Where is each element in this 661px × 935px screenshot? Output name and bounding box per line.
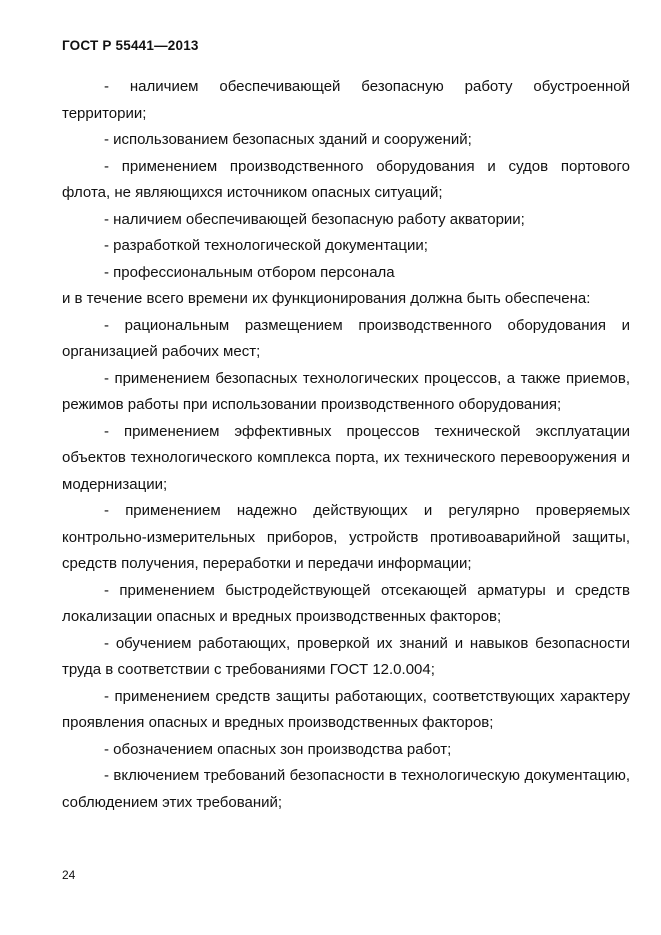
paragraph-buildings: - использованием безопасных зданий и сооружений; (104, 131, 472, 148)
paragraph-water-area: - наличием обеспечивающей безопасную работу акватории; (104, 210, 525, 228)
paragraph-territory: - наличием обеспечивающей безопасную работу обустроенной территории; (62, 78, 630, 122)
document-body (62, 74, 630, 816)
page-number: 24 (62, 868, 76, 882)
document-header: ГОСТ Р 55441—2013 (62, 38, 199, 53)
paragraph-requirements: - включением требований безопасности в технологическую документацию, соблюдением этих требований; (62, 767, 630, 811)
paragraph-personnel: - профессиональным отбором персонала (104, 263, 395, 281)
paragraph-equipment: - применением производственного оборудования и судов портового флота, не являющихся источником опасных ситуаций; (62, 157, 630, 201)
paragraph-documentation: - разработкой технологической документации; (104, 237, 428, 254)
paragraph-continuation: и в течение всего времени их функционирования должна быть обеспечена: (62, 290, 591, 307)
paragraph-maintenance: - применением эффективных процессов технической эксплуатации объектов технологического комплекса порта, их технического перевооружения и модернизации; (62, 422, 630, 493)
paragraph-protection: - применением средств защиты работающих, соответствующих характеру проявления опасных и вредных производственных факторов; (62, 687, 630, 731)
paragraph-danger-zones: - обозначением опасных зон производства работ; (104, 740, 452, 758)
paragraph-instruments: - применением надежно действующих и регулярно проверяемых контрольно-измерительных приборов, устройств противоаварийной защиты, средств получения, переработки и передачи информации; (62, 502, 630, 572)
paragraph-valves: - применением быстродействующей отсекающей арматуры и средств локализации опасных и вредных производственных факторов; (62, 581, 630, 625)
paragraph-placement: - рациональным размещением производственного оборудования и организацией рабочих мест; (62, 316, 630, 360)
paragraph-processes: - применением безопасных технологических процессов, а также приемов, режимов работы при использовании производственного оборудования; (62, 369, 630, 413)
paragraph-training: - обучением работающих, проверкой их знаний и навыков безопасности труда в соответствии с требованиями ГОСТ 12.0.004; (62, 634, 630, 678)
